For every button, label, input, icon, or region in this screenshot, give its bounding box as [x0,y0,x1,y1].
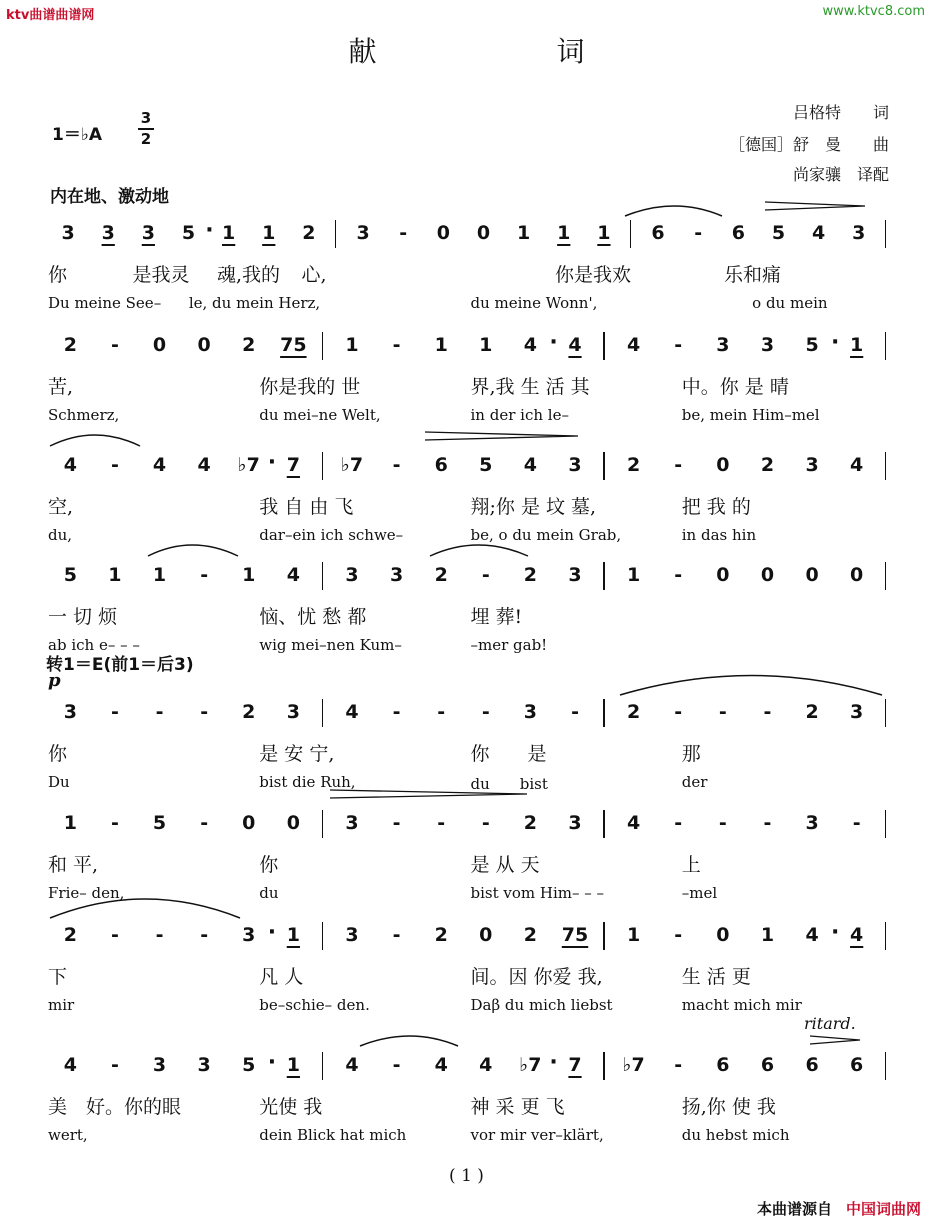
note: 6 [731,222,745,244]
lyric-zh: 你 是 [470,743,547,765]
note: 2 [523,564,538,586]
lyric-de: Du meine See– [48,294,162,312]
lyric-zh: 乐和痛 [724,264,782,286]
note-row [48,697,893,727]
sustain-dash: - [399,222,408,244]
sustain-dash: - [392,924,401,946]
lyric-de: bist die Ruh, [259,773,356,791]
lyric-de: der [681,773,708,791]
note: 2 [63,334,77,356]
lyric-zh: 是 安 宁, [259,743,335,765]
lyric-zh: 扬,你 使 我 [681,1096,776,1118]
lyric-zh: 翔;你 是 坟 墓, [470,496,597,518]
note: 4 [479,1054,493,1076]
note: 3 [568,812,582,834]
note: 5 · [790,330,835,360]
sustain-dash: - [718,701,727,723]
bar-line [316,560,330,590]
note: 1 [517,222,531,244]
note: 4 · [790,920,835,950]
lyric-de [330,294,471,316]
lyrics-chinese [48,260,893,286]
sustain-dash: - [674,924,683,946]
note: 3 [850,701,864,723]
lyric-de: ab ich e– – – [48,636,140,654]
note: 1 [262,222,276,244]
bar-line [316,450,330,480]
note: ♭7 [340,454,364,476]
lyric-zh: 你 [48,264,68,286]
note: 3 [345,924,359,946]
lyric-zh: 你 [48,743,68,765]
lyric-de: mir [48,996,75,1014]
lyric-de: Schmerz, [48,406,120,424]
lyrics-chinese [48,1092,893,1118]
notation-system [48,218,893,330]
note: 2 [63,924,77,946]
lyrics-chinese [48,492,893,518]
bar-line [329,218,343,248]
note: 2 [302,222,316,244]
sustain-dash: - [155,924,164,946]
lyric-zh: 光使 我 [259,1096,323,1118]
note: 1 [557,222,571,244]
lyric-de: du hebst mich [681,1126,790,1144]
note: 0 [805,564,819,586]
note: 1 [286,1054,300,1076]
note: 3 [568,454,582,476]
bar-line [597,808,611,838]
dynamic-marking: p [48,670,61,691]
bar-line [879,218,893,248]
note: 1 [760,924,775,946]
lyrics-german [48,526,893,548]
note: 2 [242,334,256,356]
note: 0 [479,924,493,946]
lyric-de [611,294,752,316]
lyrics-chinese [48,372,893,398]
note-row [48,330,893,360]
lyric-de: dein Blick hat mich [259,1126,407,1144]
note: 3 [805,454,819,476]
sustain-dash: - [110,334,119,356]
lyrics-german [48,636,893,658]
lyric-de: wert, [48,1126,88,1144]
lyric-de: Du [48,773,70,791]
note: 1 [222,222,236,244]
note: 1 [434,334,448,356]
note-row [48,808,893,838]
sustain-dash: - [763,701,772,723]
lyric-de: bist vom Him– – – [470,884,605,902]
lyric-zh [640,260,725,286]
lyrics-chinese [48,739,893,765]
lyric-zh: 一 切 烦 [48,606,118,628]
note: 5 · [226,1050,271,1080]
note: 3 [63,701,77,723]
lyric-zh [809,260,894,286]
sustain-dash: - [392,1054,401,1076]
note: 4 [152,454,167,476]
lyric-de: in der ich le– [470,406,569,424]
note: 0 [716,924,730,946]
sustain-dash: - [155,701,164,723]
sustain-dash: - [674,564,683,586]
note: 7 [286,454,300,476]
note: 4 [434,1054,448,1076]
note: 0 [242,812,256,834]
bar-line [879,450,893,480]
bar-line [597,920,611,950]
source-label: 本曲谱源自 [756,1200,832,1218]
sustain-dash: - [437,701,446,723]
notation-system [48,1050,893,1162]
bar-line [879,697,893,727]
lyric-zh: 美 好。你的眼 [48,1096,182,1118]
note: 1 [152,564,167,586]
note: 2 [523,812,538,834]
note: 4 [345,1054,359,1076]
lyric-de: du mei–ne Welt, [259,406,381,424]
note: 3 [568,564,582,586]
note: 1 [63,812,77,834]
note: 4 [345,701,359,723]
note: 6 [805,1054,819,1076]
bar-line [879,560,893,590]
note: 3 [141,222,155,244]
bar-line [879,808,893,838]
note: 0 [286,812,300,834]
note: 0 [436,222,450,244]
lyric-de: in das hin [681,526,757,544]
note: 3 [389,564,404,586]
notation-system [48,450,893,562]
sustain-dash: - [110,701,119,723]
bar-line [597,697,611,727]
bar-line [597,1050,611,1080]
lyric-de: vor mir ver–klärt, [470,1126,604,1144]
note: 3 [152,1054,167,1076]
lyric-zh: 魂,我的 [217,264,281,286]
lyric-zh: 中。你 是 晴 [681,376,789,398]
sustain-dash: - [110,454,119,476]
note: 3 [852,222,866,244]
sustain-dash: - [718,812,727,834]
lyric-de: macht mich mir [681,996,802,1014]
note: 4 [811,222,826,244]
title-char-1: 献 [348,35,377,68]
bar-line [597,330,611,360]
bar-line [624,218,638,248]
lyrics-german [48,996,893,1018]
note: 0 [152,334,167,356]
lyric-zh: 间。因 你爱 我, [470,966,603,988]
note: 4 [63,1054,77,1076]
time-signature [138,110,154,148]
lyrics-german [48,773,893,795]
note: 6 [850,1054,864,1076]
lyric-zh: 空, [48,496,74,518]
note: 3 [760,334,775,356]
watermark-right: www.ktvc8.com [822,4,925,19]
note: 3 [805,812,819,834]
lyrics-german [48,294,893,316]
sustain-dash: - [481,701,490,723]
sustain-dash: - [200,701,209,723]
notation-system [48,920,893,1032]
lyric-zh: 上 [681,854,701,876]
note: 2 [627,454,641,476]
sustain-dash: - [852,812,861,834]
note: 3 [716,334,730,356]
note: 4 · [508,330,553,360]
lyric-zh: 恼、忧 愁 都 [259,606,367,628]
note: 3 · [226,920,271,950]
lyric-zh: 苦, [48,376,74,398]
sustain-dash: - [200,564,209,586]
note: ♭7 · [226,450,271,480]
lyric-zh: 那 [681,743,701,765]
lyrics-chinese [48,850,893,876]
sustain-dash: - [392,701,401,723]
sustain-dash: - [674,1054,683,1076]
note: 1 [286,924,300,946]
lyrics-german [48,884,893,906]
note: 2 [627,701,641,723]
lyric-zh: 我 自 由 飞 [259,496,354,518]
note: 2 [760,454,775,476]
sustain-dash: - [392,812,401,834]
lyric-zh [471,260,556,286]
note: 1 [597,222,611,244]
lyric-zh: 和 平, [48,854,99,876]
sustain-dash: - [110,924,119,946]
note: 3 [101,222,115,244]
note: 2 [805,701,819,723]
sustain-dash: - [392,334,401,356]
note: 1 [345,334,359,356]
lyric-zh: 把 我 的 [681,496,751,518]
sustain-dash: - [481,564,490,586]
title-char-2: 词 [556,35,585,68]
note: 5 [63,564,77,586]
note: 0 [476,222,491,244]
note: 0 [850,564,864,586]
lyric-de: du meine Wonn', [470,294,598,312]
note: 4 [197,454,211,476]
lyric-de: o du mein [752,294,828,312]
note: 3 [197,1054,211,1076]
note: 2 [434,924,448,946]
time-sig-top: 3 [140,109,152,127]
lyric-de: le, du mein Herz, [188,294,321,312]
note: 4 [286,564,300,586]
bar-line [316,697,330,727]
lyric-zh: 下 [48,966,68,988]
note: 1 [108,564,122,586]
lyric-zh [386,260,471,286]
note: 2 [434,564,448,586]
sustain-dash: - [200,924,209,946]
lyric-de: Daβ du mich liebst [470,996,613,1014]
lyric-de: be, o du mein Grab, [470,526,622,544]
note-row [48,1050,893,1080]
note: 1 [242,564,256,586]
lyric-zh: 你是我的 世 [259,376,361,398]
lyric-zh: 界,我 生 活 其 [470,376,590,398]
notation-system [48,330,893,442]
note: 0 [760,564,775,586]
note: 75 [280,334,307,356]
note-row [48,560,893,590]
modulation-marking: 转1＝E(前1＝后3) [46,655,194,675]
lyrics-german [48,1126,893,1148]
lyric-de: wig mei–nen Kum– [259,636,402,654]
note-row [48,920,893,950]
lyric-de: dar–ein ich schwe– [259,526,404,544]
note: 6 [434,454,448,476]
note: 2 [242,701,256,723]
source-credit [757,1198,921,1219]
lyric-zh: 心, [301,264,327,286]
lyric-de: be–schie– den. [259,996,370,1014]
sustain-dash: - [674,454,683,476]
source-site[interactable]: 中国词曲网 [845,1200,921,1218]
note: 75 [561,924,589,946]
notation-system [48,560,893,672]
bar-line [316,808,330,838]
note: 4 [850,924,864,946]
bar-line [316,330,330,360]
song-title [0,30,933,70]
note: 3 [345,812,359,834]
note: 6 [716,1054,730,1076]
notation-system [48,808,893,920]
sustain-dash: - [674,812,683,834]
bar-line [879,330,893,360]
lyricist-credit: 吕格特 词 [792,103,889,122]
composer-credit: ［德国］舒 曼 曲 [728,135,889,154]
lyric-de [682,636,893,658]
note: 5 [152,812,167,834]
sustain-dash: - [694,222,703,244]
lyrics-german [48,406,893,428]
lyric-de: du [259,884,279,902]
sustain-dash: - [481,812,490,834]
note-row [48,450,893,480]
sustain-dash: - [437,812,446,834]
note: 5 [479,454,493,476]
lyric-zh [682,602,893,628]
lyric-zh: 是 从 天 [470,854,540,876]
note: 6 [760,1054,775,1076]
note: 3 [61,222,75,244]
note: 5 · [168,218,208,248]
note: 3 [286,701,300,723]
note: 2 [523,924,538,946]
bar-line [316,1050,330,1080]
bar-line [597,450,611,480]
sustain-dash: - [110,812,119,834]
lyric-de: –mer gab! [470,636,548,654]
lyric-de: du, [48,526,73,544]
note: 0 [716,564,730,586]
note: 0 [716,454,730,476]
lyric-zh: 神 采 更 飞 [470,1096,565,1118]
lyric-zh: 是我灵 [132,264,190,286]
note: 3 [523,701,538,723]
note: 4 [63,454,77,476]
note: 5 [771,222,786,244]
lyric-zh: 凡 人 [259,966,304,988]
note: 7 [568,1054,582,1076]
note: ♭7 [622,1054,645,1076]
note: ♭7 · [508,1050,553,1080]
translator-credit: 尚家骧 译配 [792,165,889,184]
note: 4 [523,454,538,476]
lyric-de: du bist [470,775,548,793]
note: 0 [197,334,211,356]
note: 4 [627,812,641,834]
bar-line [879,1050,893,1080]
sustain-dash: - [763,812,772,834]
note: 1 [479,334,493,356]
note: 4 [850,454,864,476]
lyric-de: –mel [681,884,718,902]
note: 3 [345,564,359,586]
note: 6 [651,222,665,244]
tempo-marking: 内在地、激动地 [50,187,169,207]
sustain-dash: - [200,812,209,834]
note: 1 [850,334,864,356]
sustain-dash: - [674,334,683,356]
lyric-de: be, mein Him–mel [681,406,820,424]
note: 4 [568,334,582,356]
sustain-dash: - [110,1054,119,1076]
sustain-dash: - [392,454,401,476]
lyric-zh: 生 活 更 [681,966,751,988]
note: 1 [627,924,641,946]
lyric-de: Frie– den, [48,884,125,902]
sustain-dash: - [674,701,683,723]
ritard-marking: ritard. [804,1014,856,1033]
note: 4 [627,334,641,356]
lyrics-chinese [48,602,893,628]
note: 1 [627,564,641,586]
lyric-zh: 埋 葬! [470,606,523,628]
lyric-zh: 你是我欢 [555,264,632,286]
note-row [48,218,893,248]
time-sig-bottom: 2 [140,130,152,148]
lyric-zh: 你 [259,854,279,876]
page-number: ( 1 ) [449,1166,484,1186]
bar-line [316,920,330,950]
watermark-left: ktv曲谱曲谱网 [6,8,95,23]
bar-line [597,560,611,590]
notation-system [48,697,893,809]
lyrics-chinese [48,962,893,988]
key-signature: 1＝♭A [52,125,103,145]
bar-line [879,920,893,950]
sustain-dash: - [571,701,579,723]
note: 3 [356,222,370,244]
